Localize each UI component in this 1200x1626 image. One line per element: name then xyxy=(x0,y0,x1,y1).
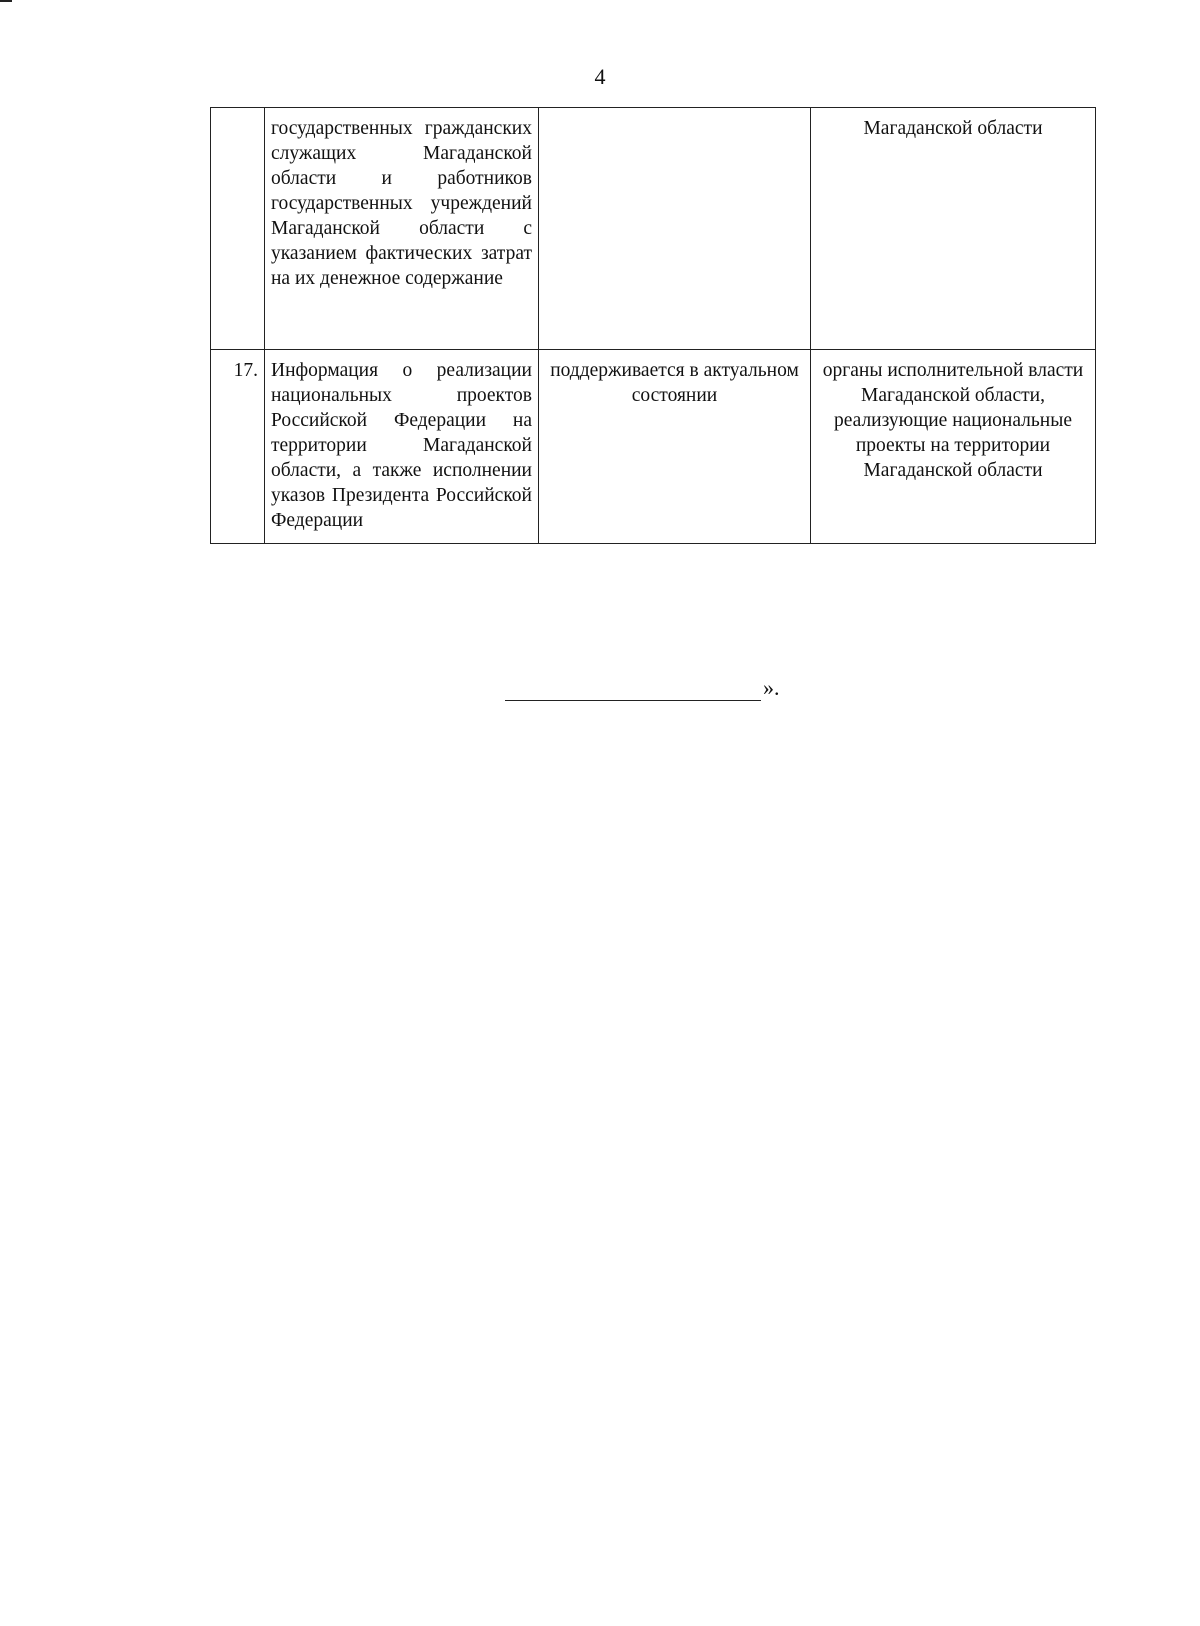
closing-mark xyxy=(505,675,780,701)
table-row xyxy=(211,350,1096,544)
row-description: Информация о реализации национальных проектов Российской Федерации на территории Магаданской области, а также исполнении указов Президента Российской Федерации xyxy=(265,350,539,544)
row-period xyxy=(539,108,811,350)
scan-edge-mark xyxy=(0,0,12,2)
closing-underline xyxy=(505,678,761,701)
row-description: государственных гражданских служащих Магаданской области и работников государственных учреждений Магаданской области с указанием фактических затрат на их денежное содержание xyxy=(265,108,539,350)
page-number: 4 xyxy=(594,64,606,89)
row-number: 17. xyxy=(211,350,265,544)
info-table xyxy=(210,107,1096,544)
row-number xyxy=(211,108,265,350)
closing-quote: ». xyxy=(763,675,780,700)
table-row xyxy=(211,108,1096,350)
row-period: поддерживается в актуальном состоянии xyxy=(539,350,811,544)
row-responsible: Магаданской области xyxy=(811,108,1096,350)
row-responsible: органы исполнительной власти Магаданской области, реализующие национальные проекты на территории Магаданской области xyxy=(811,350,1096,544)
